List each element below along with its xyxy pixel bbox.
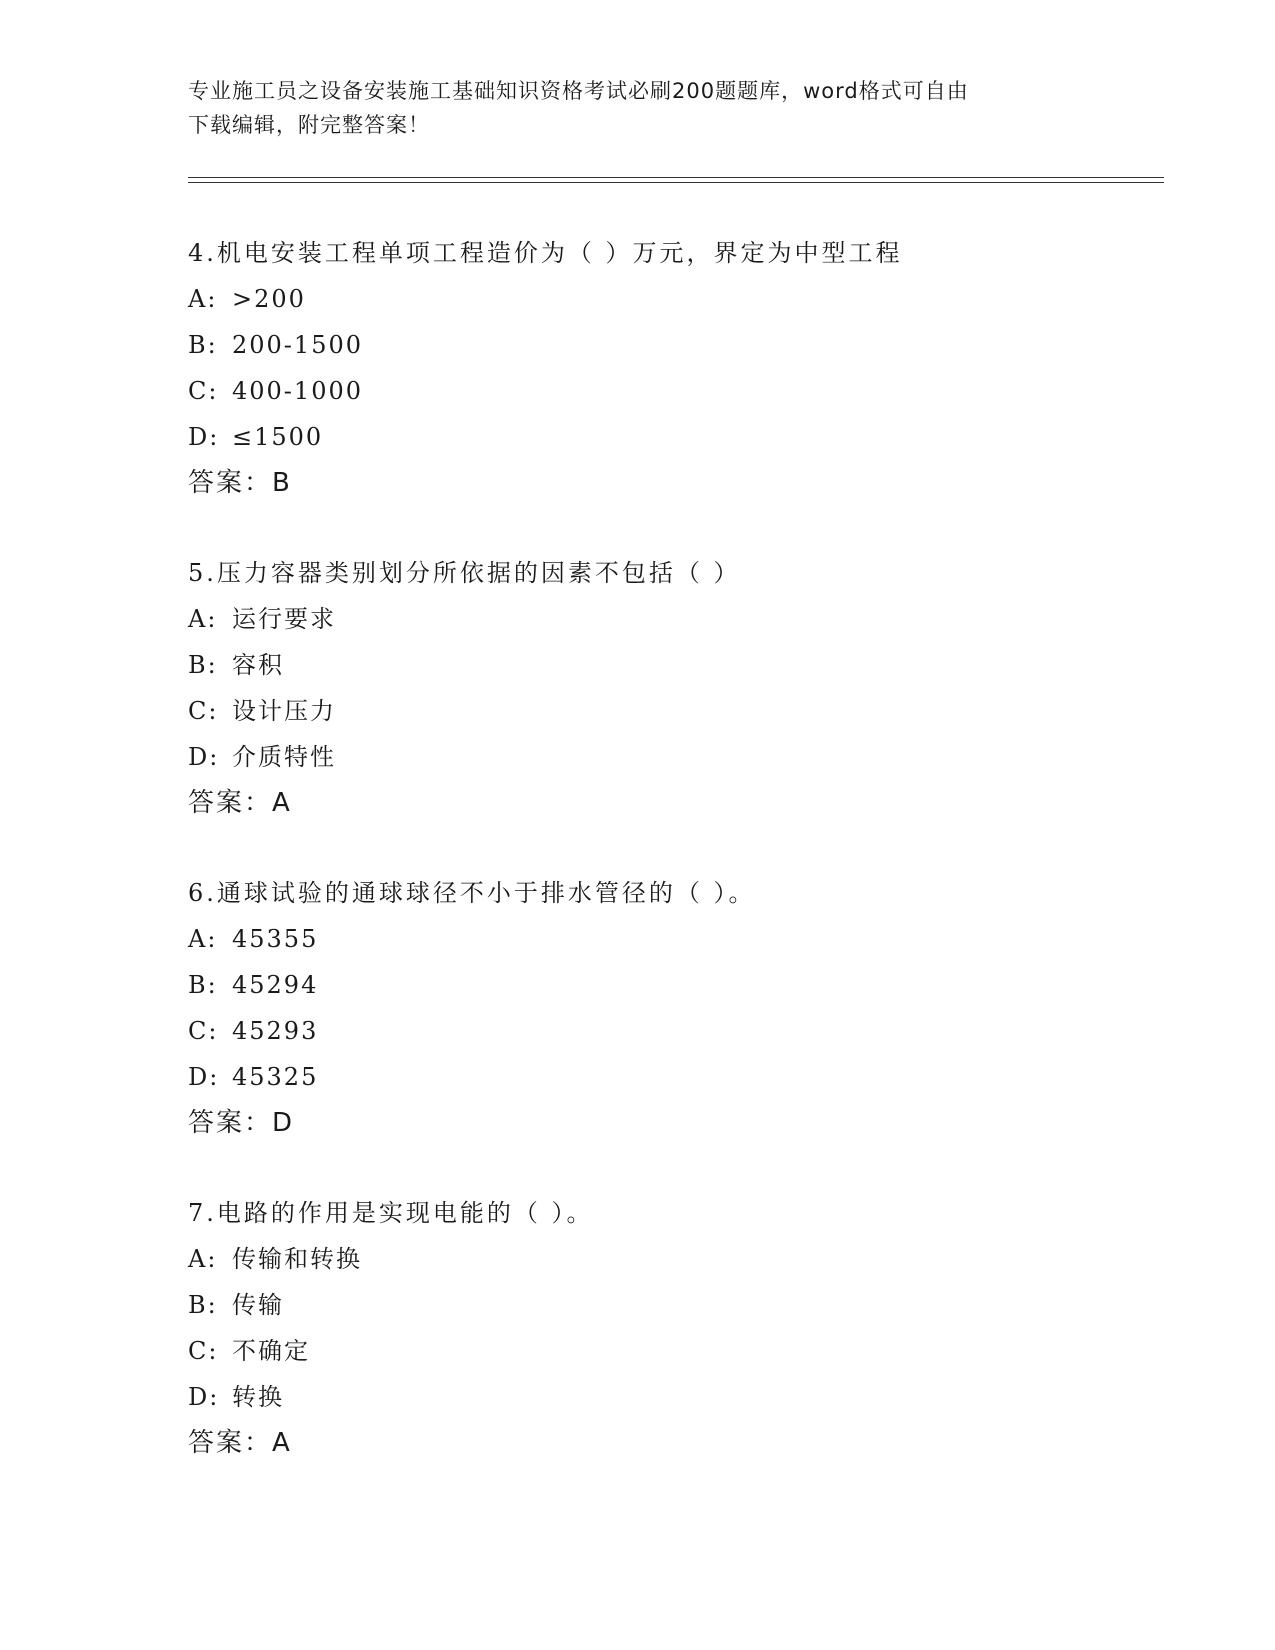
option-c	[188, 1008, 1148, 1054]
option-c	[188, 1328, 1148, 1374]
option-text: 45294	[232, 971, 319, 999]
option-letter: C:	[188, 377, 219, 405]
header-divider-top	[188, 177, 1164, 178]
question-block	[188, 550, 1148, 826]
header-divider-bottom	[188, 182, 1164, 183]
answer-line: 答案：B	[188, 468, 292, 498]
option-b	[188, 1282, 1148, 1328]
option-text: 容积	[232, 651, 284, 679]
option-letter: A:	[188, 285, 218, 313]
option-a	[188, 1236, 1148, 1282]
option-letter: C:	[188, 697, 219, 725]
option-letter: D:	[188, 423, 220, 451]
option-text: 45293	[232, 1017, 319, 1045]
option-text: 45325	[232, 1063, 319, 1091]
option-text: 400-1000	[232, 377, 363, 405]
option-a	[188, 276, 1148, 322]
option-c	[188, 368, 1148, 414]
answer-line: 答案：A	[188, 1428, 292, 1458]
option-letter: C:	[188, 1017, 219, 1045]
option-text: 45355	[232, 925, 319, 953]
header-line-2: 下载编辑，附完整答案！	[188, 113, 430, 137]
answer-line: 答案：A	[188, 788, 292, 818]
option-text: 传输和转换	[232, 1245, 362, 1273]
question-block	[188, 230, 1148, 506]
option-a	[188, 596, 1148, 642]
option-b	[188, 322, 1148, 368]
option-letter: A:	[188, 605, 218, 633]
question-stem: 4.机电安装工程单项工程造价为（ ）万元，界定为中型工程	[188, 239, 903, 267]
option-b	[188, 962, 1148, 1008]
option-letter: B:	[188, 331, 218, 359]
option-letter: B:	[188, 1291, 218, 1319]
option-d	[188, 414, 1148, 460]
option-text: 转换	[232, 1383, 284, 1411]
option-text: 运行要求	[232, 605, 336, 633]
option-letter: B:	[188, 971, 218, 999]
option-letter: C:	[188, 1337, 219, 1365]
option-letter: A:	[188, 925, 218, 953]
answer-line: 答案：D	[188, 1108, 295, 1138]
option-b	[188, 642, 1148, 688]
option-text: 200-1500	[232, 331, 363, 359]
question-stem: 5.压力容器类别划分所依据的因素不包括（ ）	[188, 559, 741, 587]
option-letter: D:	[188, 743, 220, 771]
question-stem: 6.通球试验的通球球径不小于排水管径的（ ）。	[188, 879, 756, 907]
option-text: 不确定	[232, 1337, 310, 1365]
option-d	[188, 1054, 1148, 1100]
question-block	[188, 1190, 1148, 1466]
header-line-1: 专业施工员之设备安装施工基础知识资格考试必刷200题题库，word格式可自由	[188, 79, 969, 103]
option-letter: A:	[188, 1245, 218, 1273]
option-letter: D:	[188, 1063, 220, 1091]
option-c	[188, 688, 1148, 734]
option-d	[188, 1374, 1148, 1420]
option-text: 介质特性	[232, 743, 336, 771]
option-text: 设计压力	[232, 697, 336, 725]
question-stem: 7.电路的作用是实现电能的（ ）。	[188, 1199, 594, 1227]
option-a	[188, 916, 1148, 962]
option-text: ≤1500	[232, 423, 324, 451]
option-text: 传输	[232, 1291, 284, 1319]
document-header	[188, 74, 1088, 142]
option-letter: D:	[188, 1383, 220, 1411]
option-text: >200	[232, 285, 306, 313]
question-block	[188, 870, 1148, 1146]
option-d	[188, 734, 1148, 780]
option-letter: B:	[188, 651, 218, 679]
